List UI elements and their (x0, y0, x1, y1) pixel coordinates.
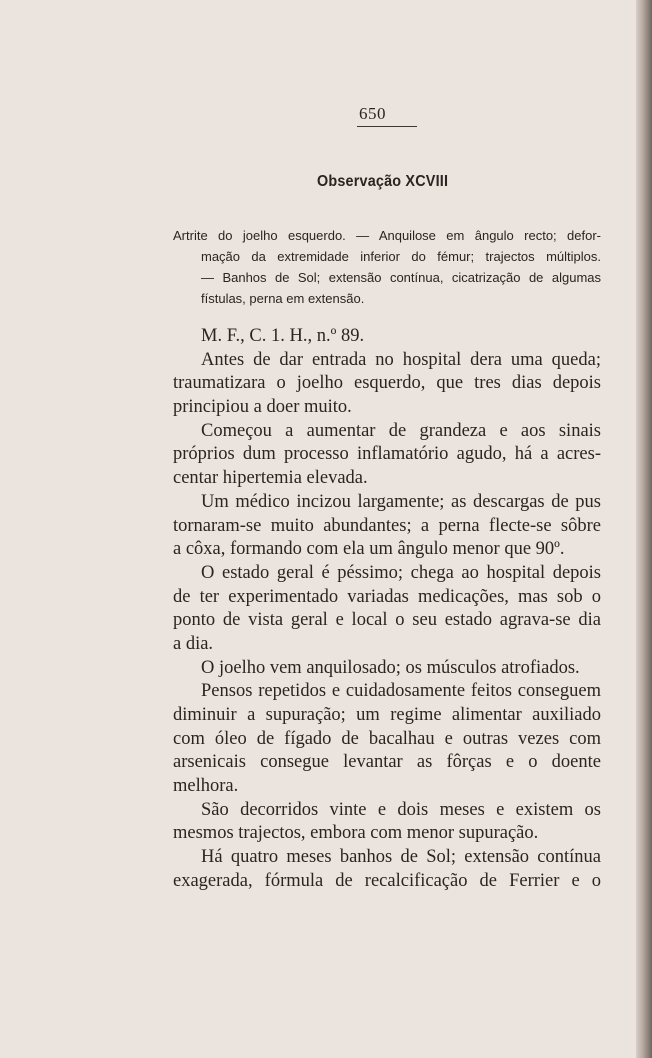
body-line: mesmos trajectos, embora com menor supuração. (173, 823, 539, 844)
body-line: arsenicais consegue levantar as fôrças e o doente (173, 752, 601, 773)
body-line: de ter experimentado variadas medicações, mas sob o (173, 586, 601, 607)
case-summary (173, 225, 601, 309)
body-line: a côxa, formando com ela um ângulo menor que 90º. (173, 539, 565, 560)
body-line: O estado geral é péssimo; chega ao hospital depois (201, 562, 601, 583)
summary-line: fístulas, perna em extensão. (201, 291, 365, 306)
body-line: tornaram-se muito abundantes; a perna flecte-se sôbre (173, 515, 601, 536)
body-line: São decorridos vinte e dois meses e existem os (201, 799, 601, 820)
body-line: traumatizara o joelho esquerdo, que tres dias depois (173, 373, 601, 394)
body-line: próprios dum processo inflamatório agudo, há a acres- (173, 444, 601, 465)
body-line: com óleo de fígado de bacalhau e outras vezes com (173, 728, 601, 749)
page-edge (636, 0, 652, 1058)
page-number-rule (357, 126, 417, 127)
body-line: M. F., C. 1. H., n.º 89. (201, 326, 365, 346)
body-line: Antes de dar entrada no hospital dera uma queda; (201, 349, 601, 370)
body-line: exagerada, fórmula de recalcificação de Ferrier e o (173, 870, 601, 891)
body-line: Começou a aumentar de grandeza e aos sinais (201, 420, 601, 441)
body-line: O joelho vem anquilosado; os músculos atrofiados. (201, 657, 580, 678)
body-line: principiou a doer muito. (173, 397, 352, 418)
summary-line: Artrite do joelho esquerdo. — Anquilose em ângulo recto; defor- (173, 228, 601, 243)
summary-line: mação da extremidade inferior do fémur; trajectos múltiplos. (201, 249, 601, 264)
summary-line: — Banhos de Sol; extensão contínua, cicatrização de algumas (201, 270, 601, 285)
body-line: Há quatro meses banhos de Sol; extensão contínua (201, 847, 601, 868)
case-body-text (173, 325, 601, 894)
body-line: Pensos repetidos e cuidadosamente feitos conseguem (201, 681, 601, 702)
body-line: melhora. (173, 776, 239, 797)
observation-heading: Observação XCVIII (317, 173, 449, 190)
body-line: Um médico incizou largamente; as descargas de pus (201, 491, 601, 512)
body-line: centar hipertemia elevada. (173, 468, 368, 489)
body-line: a dia. (173, 633, 214, 654)
body-line: ponto de vista geral e local o seu estado agrava-se dia (173, 610, 601, 631)
page-number: 650 (359, 104, 386, 123)
body-line: diminuir a supuração; um regime alimentar auxiliado (173, 705, 601, 725)
